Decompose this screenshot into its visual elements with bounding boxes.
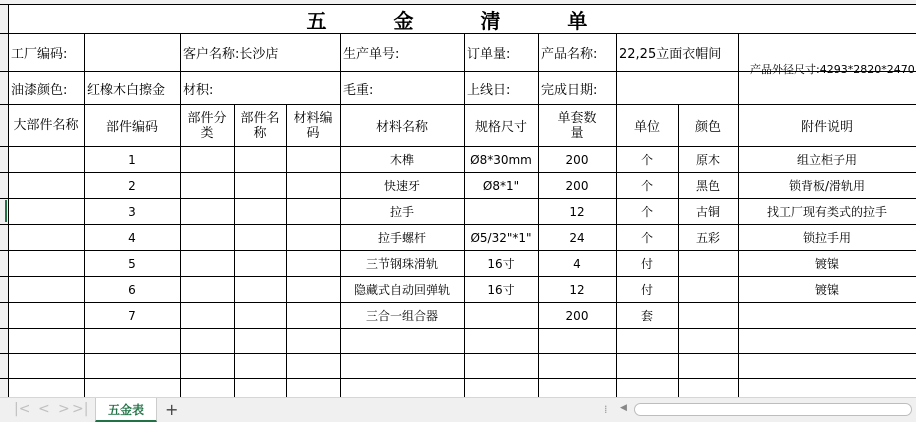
col-header-part-name[interactable]: 部件名称 bbox=[240, 110, 280, 141]
gross-weight-label[interactable]: 毛重: bbox=[343, 82, 374, 98]
factory-code-label[interactable]: 工厂编码: bbox=[11, 47, 68, 62]
online-date-label[interactable]: 上线日: bbox=[467, 82, 511, 98]
grid-vline bbox=[286, 105, 287, 397]
cell-unit[interactable]: 个 bbox=[640, 179, 653, 193]
grid-vline bbox=[234, 105, 235, 397]
cell-spec[interactable] bbox=[464, 199, 538, 224]
cell-name[interactable]: 拉手螺杆 bbox=[377, 231, 426, 245]
cell-spec[interactable] bbox=[464, 303, 538, 328]
cell-spec[interactable]: Ø8*1" bbox=[482, 178, 520, 193]
col-header-major-part[interactable]: 大部件名称 bbox=[13, 118, 79, 133]
cell-color[interactable]: 五彩 bbox=[695, 231, 720, 245]
cell-qty[interactable]: 200 bbox=[565, 308, 589, 323]
next-sheet-icon[interactable]: > bbox=[58, 401, 70, 417]
sheet-tab-hardware[interactable]: 五金表 bbox=[95, 398, 157, 422]
col-header-part-category[interactable]: 部件分类 bbox=[187, 110, 227, 141]
cell-unit[interactable]: 付 bbox=[640, 257, 653, 271]
cell-color[interactable]: 黑色 bbox=[695, 179, 720, 193]
sheet-title[interactable]: 五 金 清 单 bbox=[306, 8, 618, 33]
active-row-marker bbox=[5, 200, 7, 222]
cell-spec[interactable]: 16寸 bbox=[487, 283, 515, 297]
col-header-material-code[interactable]: 材料编码 bbox=[293, 110, 333, 141]
col-header-unit[interactable]: 单位 bbox=[633, 120, 660, 135]
cell-unit[interactable]: 个 bbox=[640, 231, 653, 245]
factory-code-value[interactable] bbox=[84, 34, 180, 71]
cell-name[interactable]: 木榫 bbox=[389, 153, 414, 167]
last-sheet-icon[interactable]: >| bbox=[72, 401, 89, 417]
col-header-color[interactable]: 颜色 bbox=[694, 120, 721, 135]
cell-note[interactable]: 组立柜子用 bbox=[796, 153, 857, 167]
paint-color-value[interactable]: 红橡木白擦金 bbox=[87, 82, 166, 98]
cell-code[interactable]: 4 bbox=[128, 230, 136, 245]
cell-qty[interactable]: 12 bbox=[569, 282, 585, 297]
finish-date-label[interactable]: 完成日期: bbox=[541, 82, 598, 98]
cell-color[interactable] bbox=[678, 251, 738, 276]
cell-color[interactable]: 原木 bbox=[695, 153, 720, 167]
cell-unit[interactable]: 个 bbox=[640, 205, 653, 219]
cell-spec[interactable]: 16寸 bbox=[487, 257, 515, 271]
product-name-label[interactable]: 产品名称: bbox=[541, 47, 598, 62]
split-handle-icon[interactable]: ⁞ bbox=[604, 403, 608, 416]
cell-code[interactable]: 7 bbox=[128, 308, 136, 323]
cell-code[interactable]: 3 bbox=[128, 204, 136, 219]
cell-color[interactable]: 古铜 bbox=[695, 205, 720, 219]
cell-name[interactable]: 快速牙 bbox=[383, 179, 420, 193]
outer-size[interactable]: 产品外径尺寸:4293*2820*2470 bbox=[750, 63, 915, 76]
cell-note[interactable]: 镀镍 bbox=[814, 283, 839, 297]
col-header-notes[interactable]: 附件说明 bbox=[800, 120, 853, 135]
add-sheet-button[interactable]: + bbox=[165, 400, 179, 419]
col-header-spec[interactable]: 规格尺寸 bbox=[474, 120, 527, 135]
prev-sheet-icon[interactable]: < bbox=[38, 401, 50, 417]
customer-name[interactable]: 客户名称:长沙店 bbox=[183, 47, 279, 62]
cell-note[interactable]: 锁拉手用 bbox=[802, 231, 851, 245]
grid-hline bbox=[0, 378, 916, 379]
cell-note[interactable]: 找工厂现有类式的拉手 bbox=[766, 205, 887, 219]
cell-note[interactable]: 镀镍 bbox=[814, 257, 839, 271]
grid-hline bbox=[0, 328, 916, 329]
volume-label[interactable]: 材积: bbox=[183, 82, 214, 98]
cell-code[interactable]: 2 bbox=[128, 178, 136, 193]
order-qty-label[interactable]: 订单量: bbox=[467, 47, 511, 62]
cell-note[interactable]: 锁背板/滑轨用 bbox=[788, 179, 866, 193]
scroll-left-icon[interactable]: ◀ bbox=[620, 403, 627, 413]
cell-color[interactable] bbox=[678, 303, 738, 328]
cell-spec[interactable]: Ø8*30mm bbox=[470, 152, 532, 167]
cell-name[interactable]: 隐藏式自动回弹轨 bbox=[353, 283, 450, 297]
cell-unit[interactable]: 付 bbox=[640, 283, 653, 297]
first-sheet-icon[interactable]: |< bbox=[14, 401, 31, 417]
cell-name[interactable]: 三节钢珠滑轨 bbox=[365, 257, 438, 271]
cell-spec[interactable]: Ø5/32"*1" bbox=[470, 230, 532, 245]
col-header-qty[interactable]: 单套数量 bbox=[557, 110, 597, 141]
cell-name[interactable]: 拉手 bbox=[389, 205, 414, 219]
product-name-value[interactable]: 22,25立面衣帽间 bbox=[619, 47, 722, 62]
horizontal-scrollbar[interactable] bbox=[634, 403, 912, 416]
cell-note[interactable] bbox=[738, 303, 916, 328]
cell-code[interactable]: 5 bbox=[128, 256, 136, 271]
cell-unit[interactable]: 个 bbox=[640, 153, 653, 167]
cell-qty[interactable]: 4 bbox=[573, 256, 581, 271]
production-no-label[interactable]: 生产单号: bbox=[343, 47, 400, 62]
cell-qty[interactable]: 200 bbox=[565, 152, 589, 167]
cell-unit[interactable]: 套 bbox=[640, 309, 653, 323]
paint-color-label[interactable]: 油漆颜色: bbox=[11, 82, 68, 98]
cell-color[interactable] bbox=[678, 277, 738, 302]
cell-code[interactable]: 6 bbox=[128, 282, 136, 297]
cell-qty[interactable]: 24 bbox=[569, 230, 585, 245]
sheet-tab-bar bbox=[0, 397, 916, 422]
cell-qty[interactable]: 12 bbox=[569, 204, 585, 219]
col-header-material-name[interactable]: 材料名称 bbox=[375, 120, 428, 135]
col-header-part-code[interactable]: 部件编码 bbox=[105, 120, 158, 135]
cell-qty[interactable]: 200 bbox=[565, 178, 589, 193]
cell-name[interactable]: 三合一组合器 bbox=[365, 309, 438, 323]
grid-hline bbox=[0, 353, 916, 354]
cell-code[interactable]: 1 bbox=[128, 152, 136, 167]
